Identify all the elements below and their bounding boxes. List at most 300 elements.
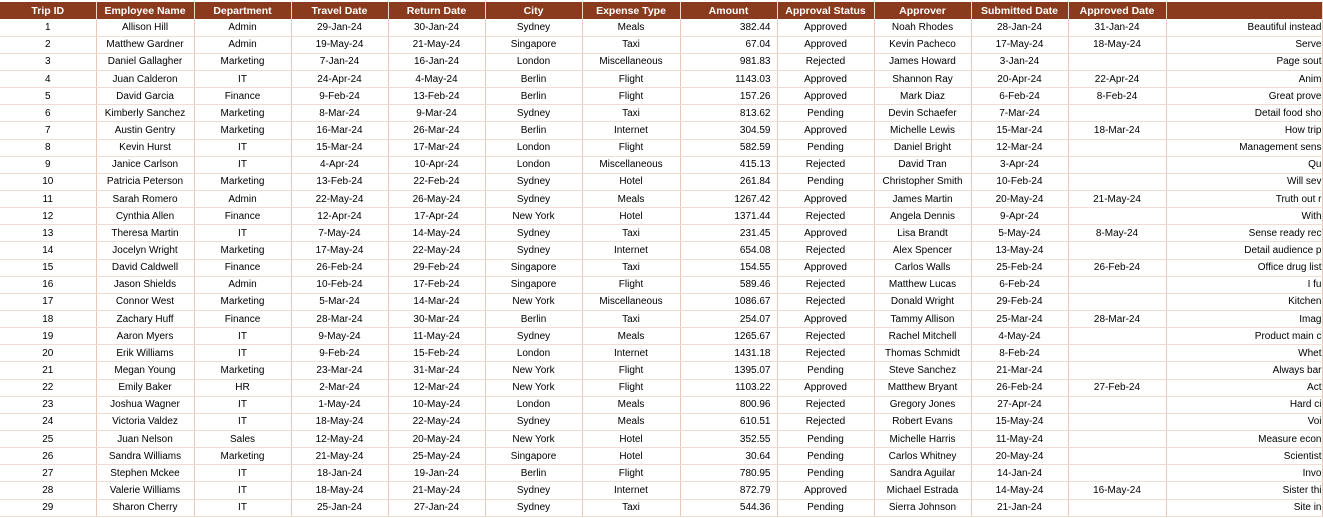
- cell-city[interactable]: New York: [485, 379, 582, 396]
- cell-expense-type[interactable]: Taxi: [582, 225, 680, 242]
- cell-expense-type[interactable]: Internet: [582, 482, 680, 499]
- cell-amount[interactable]: 1086.67: [680, 293, 777, 310]
- cell-city[interactable]: Sydney: [485, 19, 582, 36]
- cell-employee-name[interactable]: Connor West: [96, 293, 194, 310]
- cell-submitted-date[interactable]: 5-May-24: [971, 225, 1068, 242]
- cell-amount[interactable]: 304.59: [680, 122, 777, 139]
- table-row[interactable]: [0, 431, 1322, 448]
- cell-department[interactable]: Marketing: [194, 122, 291, 139]
- cell-approved-date[interactable]: [1068, 413, 1166, 430]
- cell-notes[interactable]: Hard ci: [1166, 396, 1322, 413]
- cell-amount[interactable]: 610.51: [680, 413, 777, 430]
- cell-expense-type[interactable]: Miscellaneous: [582, 53, 680, 70]
- cell-approver[interactable]: Sierra Johnson: [874, 499, 971, 516]
- cell-return-date[interactable]: 12-Mar-24: [388, 379, 485, 396]
- cell-return-date[interactable]: 10-Apr-24: [388, 156, 485, 173]
- cell-travel-date[interactable]: 9-May-24: [291, 328, 388, 345]
- cell-submitted-date[interactable]: 13-May-24: [971, 242, 1068, 259]
- cell-expense-type[interactable]: Internet: [582, 122, 680, 139]
- cell-return-date[interactable]: 16-Jan-24: [388, 53, 485, 70]
- cell-expense-type[interactable]: Meals: [582, 191, 680, 208]
- cell-approver[interactable]: Donald Wright: [874, 293, 971, 310]
- cell-trip-id[interactable]: 8: [0, 139, 96, 156]
- cell-department[interactable]: Marketing: [194, 105, 291, 122]
- cell-department[interactable]: IT: [194, 328, 291, 345]
- cell-approval-status[interactable]: Rejected: [777, 293, 874, 310]
- cell-expense-type[interactable]: Flight: [582, 276, 680, 293]
- cell-submitted-date[interactable]: 14-May-24: [971, 482, 1068, 499]
- cell-submitted-date[interactable]: 20-Apr-24: [971, 71, 1068, 88]
- cell-amount[interactable]: 872.79: [680, 482, 777, 499]
- cell-travel-date[interactable]: 25-Jan-24: [291, 499, 388, 516]
- cell-approved-date[interactable]: 8-Feb-24: [1068, 88, 1166, 105]
- cell-employee-name[interactable]: Stephen Mckee: [96, 465, 194, 482]
- cell-approval-status[interactable]: Rejected: [777, 53, 874, 70]
- cell-return-date[interactable]: 27-Jan-24: [388, 499, 485, 516]
- cell-approver[interactable]: Michael Estrada: [874, 482, 971, 499]
- cell-travel-date[interactable]: 8-Mar-24: [291, 105, 388, 122]
- cell-approved-date[interactable]: 31-Jan-24: [1068, 19, 1166, 36]
- cell-city[interactable]: Sydney: [485, 499, 582, 516]
- cell-city[interactable]: Berlin: [485, 311, 582, 328]
- cell-approved-date[interactable]: [1068, 396, 1166, 413]
- cell-trip-id[interactable]: 20: [0, 345, 96, 362]
- cell-notes[interactable]: Truth out r: [1166, 191, 1322, 208]
- cell-notes[interactable]: Qu: [1166, 156, 1322, 173]
- cell-approver[interactable]: James Howard: [874, 53, 971, 70]
- cell-employee-name[interactable]: Juan Nelson: [96, 431, 194, 448]
- cell-notes[interactable]: I fu: [1166, 276, 1322, 293]
- cell-trip-id[interactable]: 3: [0, 53, 96, 70]
- cell-approval-status[interactable]: Pending: [777, 139, 874, 156]
- cell-approver[interactable]: Carlos Whitney: [874, 448, 971, 465]
- cell-travel-date[interactable]: 17-May-24: [291, 242, 388, 259]
- cell-department[interactable]: Marketing: [194, 173, 291, 190]
- cell-approver[interactable]: Rachel Mitchell: [874, 328, 971, 345]
- cell-employee-name[interactable]: Patricia Peterson: [96, 173, 194, 190]
- cell-trip-id[interactable]: 26: [0, 448, 96, 465]
- cell-approved-date[interactable]: [1068, 156, 1166, 173]
- cell-notes[interactable]: Measure econ: [1166, 431, 1322, 448]
- table-row[interactable]: [0, 379, 1322, 396]
- cell-return-date[interactable]: 22-May-24: [388, 413, 485, 430]
- cell-travel-date[interactable]: 12-May-24: [291, 431, 388, 448]
- cell-amount[interactable]: 1143.03: [680, 71, 777, 88]
- cell-trip-id[interactable]: 1: [0, 19, 96, 36]
- cell-approved-date[interactable]: [1068, 293, 1166, 310]
- cell-approval-status[interactable]: Pending: [777, 465, 874, 482]
- cell-approver[interactable]: Matthew Bryant: [874, 379, 971, 396]
- cell-employee-name[interactable]: Juan Calderon: [96, 71, 194, 88]
- cell-amount[interactable]: 352.55: [680, 431, 777, 448]
- cell-return-date[interactable]: 17-Feb-24: [388, 276, 485, 293]
- table-row[interactable]: [0, 413, 1322, 430]
- cell-employee-name[interactable]: Kevin Hurst: [96, 139, 194, 156]
- cell-expense-type[interactable]: Taxi: [582, 36, 680, 53]
- cell-amount[interactable]: 1395.07: [680, 362, 777, 379]
- cell-approver[interactable]: David Tran: [874, 156, 971, 173]
- header-approval-status[interactable]: Approval Status: [777, 2, 874, 19]
- cell-approved-date[interactable]: 18-Mar-24: [1068, 122, 1166, 139]
- cell-approval-status[interactable]: Approved: [777, 88, 874, 105]
- cell-notes[interactable]: Page sout: [1166, 53, 1322, 70]
- cell-submitted-date[interactable]: 4-May-24: [971, 328, 1068, 345]
- cell-expense-type[interactable]: Flight: [582, 139, 680, 156]
- cell-city[interactable]: London: [485, 156, 582, 173]
- cell-department[interactable]: Marketing: [194, 362, 291, 379]
- cell-city[interactable]: London: [485, 53, 582, 70]
- cell-return-date[interactable]: 13-Feb-24: [388, 88, 485, 105]
- header-amount[interactable]: Amount: [680, 2, 777, 19]
- cell-expense-type[interactable]: Meals: [582, 413, 680, 430]
- cell-employee-name[interactable]: Sandra Williams: [96, 448, 194, 465]
- table-row[interactable]: [0, 396, 1322, 413]
- header-approved-date[interactable]: Approved Date: [1068, 2, 1166, 19]
- cell-submitted-date[interactable]: 10-Feb-24: [971, 173, 1068, 190]
- cell-return-date[interactable]: 11-May-24: [388, 328, 485, 345]
- cell-department[interactable]: IT: [194, 482, 291, 499]
- table-row[interactable]: [0, 259, 1322, 276]
- cell-approval-status[interactable]: Approved: [777, 259, 874, 276]
- table-row[interactable]: [0, 122, 1322, 139]
- cell-approved-date[interactable]: 16-May-24: [1068, 482, 1166, 499]
- header-department[interactable]: Department: [194, 2, 291, 19]
- cell-trip-id[interactable]: 4: [0, 71, 96, 88]
- cell-submitted-date[interactable]: 21-Jan-24: [971, 499, 1068, 516]
- cell-approval-status[interactable]: Rejected: [777, 328, 874, 345]
- cell-approved-date[interactable]: 22-Apr-24: [1068, 71, 1166, 88]
- cell-expense-type[interactable]: Meals: [582, 328, 680, 345]
- cell-department[interactable]: Sales: [194, 431, 291, 448]
- cell-approver[interactable]: Michelle Harris: [874, 431, 971, 448]
- cell-trip-id[interactable]: 17: [0, 293, 96, 310]
- cell-notes[interactable]: Invo: [1166, 465, 1322, 482]
- cell-employee-name[interactable]: Theresa Martin: [96, 225, 194, 242]
- cell-return-date[interactable]: 31-Mar-24: [388, 362, 485, 379]
- cell-travel-date[interactable]: 10-Feb-24: [291, 276, 388, 293]
- cell-employee-name[interactable]: Austin Gentry: [96, 122, 194, 139]
- cell-department[interactable]: Finance: [194, 311, 291, 328]
- cell-approval-status[interactable]: Pending: [777, 431, 874, 448]
- cell-submitted-date[interactable]: 15-May-24: [971, 413, 1068, 430]
- cell-travel-date[interactable]: 23-Mar-24: [291, 362, 388, 379]
- cell-approved-date[interactable]: [1068, 345, 1166, 362]
- cell-city[interactable]: Singapore: [485, 36, 582, 53]
- cell-submitted-date[interactable]: 8-Feb-24: [971, 345, 1068, 362]
- cell-employee-name[interactable]: Kimberly Sanchez: [96, 105, 194, 122]
- cell-trip-id[interactable]: 14: [0, 242, 96, 259]
- cell-travel-date[interactable]: 19-May-24: [291, 36, 388, 53]
- cell-approver[interactable]: Robert Evans: [874, 413, 971, 430]
- cell-amount[interactable]: 261.84: [680, 173, 777, 190]
- table-row[interactable]: [0, 139, 1322, 156]
- cell-notes[interactable]: Serve: [1166, 36, 1322, 53]
- cell-approver[interactable]: Noah Rhodes: [874, 19, 971, 36]
- cell-travel-date[interactable]: 21-May-24: [291, 448, 388, 465]
- cell-approved-date[interactable]: [1068, 465, 1166, 482]
- cell-approval-status[interactable]: Pending: [777, 448, 874, 465]
- cell-submitted-date[interactable]: 20-May-24: [971, 448, 1068, 465]
- cell-approval-status[interactable]: Approved: [777, 379, 874, 396]
- cell-city[interactable]: Sydney: [485, 173, 582, 190]
- cell-employee-name[interactable]: Emily Baker: [96, 379, 194, 396]
- cell-notes[interactable]: Site in: [1166, 499, 1322, 516]
- cell-approval-status[interactable]: Approved: [777, 19, 874, 36]
- cell-approver[interactable]: Sandra Aguilar: [874, 465, 971, 482]
- cell-amount[interactable]: 157.26: [680, 88, 777, 105]
- cell-approval-status[interactable]: Pending: [777, 362, 874, 379]
- cell-approval-status[interactable]: Pending: [777, 105, 874, 122]
- cell-notes[interactable]: How trip: [1166, 122, 1322, 139]
- cell-approver[interactable]: Carlos Walls: [874, 259, 971, 276]
- cell-trip-id[interactable]: 9: [0, 156, 96, 173]
- cell-submitted-date[interactable]: 28-Jan-24: [971, 19, 1068, 36]
- cell-travel-date[interactable]: 16-Mar-24: [291, 122, 388, 139]
- table-row[interactable]: [0, 19, 1322, 36]
- cell-travel-date[interactable]: 18-Jan-24: [291, 465, 388, 482]
- cell-travel-date[interactable]: 15-Mar-24: [291, 139, 388, 156]
- cell-notes[interactable]: Always bar: [1166, 362, 1322, 379]
- cell-trip-id[interactable]: 23: [0, 396, 96, 413]
- cell-approval-status[interactable]: Approved: [777, 225, 874, 242]
- cell-expense-type[interactable]: Hotel: [582, 173, 680, 190]
- cell-travel-date[interactable]: 12-Apr-24: [291, 208, 388, 225]
- cell-department[interactable]: Finance: [194, 208, 291, 225]
- cell-approved-date[interactable]: [1068, 499, 1166, 516]
- cell-city[interactable]: London: [485, 396, 582, 413]
- cell-employee-name[interactable]: Zachary Huff: [96, 311, 194, 328]
- cell-city[interactable]: Sydney: [485, 242, 582, 259]
- cell-expense-type[interactable]: Taxi: [582, 259, 680, 276]
- cell-return-date[interactable]: 17-Mar-24: [388, 139, 485, 156]
- cell-travel-date[interactable]: 28-Mar-24: [291, 311, 388, 328]
- header-employee-name[interactable]: Employee Name: [96, 2, 194, 19]
- cell-expense-type[interactable]: Flight: [582, 71, 680, 88]
- cell-trip-id[interactable]: 13: [0, 225, 96, 242]
- cell-trip-id[interactable]: 24: [0, 413, 96, 430]
- cell-amount[interactable]: 1265.67: [680, 328, 777, 345]
- cell-return-date[interactable]: 14-May-24: [388, 225, 485, 242]
- cell-approved-date[interactable]: [1068, 208, 1166, 225]
- cell-notes[interactable]: Sense ready rec: [1166, 225, 1322, 242]
- cell-amount[interactable]: 1371.44: [680, 208, 777, 225]
- cell-employee-name[interactable]: Aaron Myers: [96, 328, 194, 345]
- cell-department[interactable]: IT: [194, 71, 291, 88]
- cell-notes[interactable]: With: [1166, 208, 1322, 225]
- cell-approver[interactable]: Alex Spencer: [874, 242, 971, 259]
- cell-department[interactable]: Admin: [194, 36, 291, 53]
- header-trip-id[interactable]: Trip ID: [0, 2, 96, 19]
- cell-amount[interactable]: 67.04: [680, 36, 777, 53]
- cell-city[interactable]: Berlin: [485, 122, 582, 139]
- cell-trip-id[interactable]: 12: [0, 208, 96, 225]
- cell-return-date[interactable]: 19-Jan-24: [388, 465, 485, 482]
- cell-city[interactable]: New York: [485, 431, 582, 448]
- cell-approver[interactable]: Christopher Smith: [874, 173, 971, 190]
- cell-return-date[interactable]: 29-Feb-24: [388, 259, 485, 276]
- cell-return-date[interactable]: 21-May-24: [388, 36, 485, 53]
- cell-expense-type[interactable]: Internet: [582, 242, 680, 259]
- cell-amount[interactable]: 981.83: [680, 53, 777, 70]
- table-row[interactable]: [0, 173, 1322, 190]
- cell-expense-type[interactable]: Meals: [582, 396, 680, 413]
- cell-city[interactable]: New York: [485, 293, 582, 310]
- cell-approved-date[interactable]: 26-Feb-24: [1068, 259, 1166, 276]
- cell-trip-id[interactable]: 28: [0, 482, 96, 499]
- table-row[interactable]: [0, 311, 1322, 328]
- cell-return-date[interactable]: 17-Apr-24: [388, 208, 485, 225]
- cell-amount[interactable]: 30.64: [680, 448, 777, 465]
- cell-department[interactable]: Marketing: [194, 293, 291, 310]
- cell-employee-name[interactable]: Jason Shields: [96, 276, 194, 293]
- cell-approval-status[interactable]: Approved: [777, 122, 874, 139]
- cell-department[interactable]: Finance: [194, 88, 291, 105]
- cell-approval-status[interactable]: Rejected: [777, 276, 874, 293]
- cell-travel-date[interactable]: 7-May-24: [291, 225, 388, 242]
- header-notes[interactable]: [1166, 2, 1322, 19]
- cell-approval-status[interactable]: Rejected: [777, 345, 874, 362]
- cell-expense-type[interactable]: Taxi: [582, 499, 680, 516]
- cell-submitted-date[interactable]: 7-Mar-24: [971, 105, 1068, 122]
- table-row[interactable]: [0, 191, 1322, 208]
- cell-department[interactable]: IT: [194, 225, 291, 242]
- table-row[interactable]: [0, 499, 1322, 516]
- cell-approval-status[interactable]: Approved: [777, 311, 874, 328]
- cell-employee-name[interactable]: Allison Hill: [96, 19, 194, 36]
- cell-approver[interactable]: Gregory Jones: [874, 396, 971, 413]
- cell-department[interactable]: IT: [194, 345, 291, 362]
- cell-expense-type[interactable]: Taxi: [582, 105, 680, 122]
- cell-notes[interactable]: Sister thi: [1166, 482, 1322, 499]
- cell-trip-id[interactable]: 2: [0, 36, 96, 53]
- cell-approved-date[interactable]: [1068, 242, 1166, 259]
- cell-approver[interactable]: Tammy Allison: [874, 311, 971, 328]
- cell-city[interactable]: Singapore: [485, 448, 582, 465]
- cell-expense-type[interactable]: Hotel: [582, 448, 680, 465]
- cell-return-date[interactable]: 30-Jan-24: [388, 19, 485, 36]
- cell-submitted-date[interactable]: 25-Mar-24: [971, 311, 1068, 328]
- table-row[interactable]: [0, 88, 1322, 105]
- cell-expense-type[interactable]: Flight: [582, 88, 680, 105]
- cell-amount[interactable]: 800.96: [680, 396, 777, 413]
- table-row[interactable]: [0, 156, 1322, 173]
- cell-approved-date[interactable]: [1068, 431, 1166, 448]
- table-row[interactable]: [0, 448, 1322, 465]
- cell-amount[interactable]: 813.62: [680, 105, 777, 122]
- cell-department[interactable]: IT: [194, 139, 291, 156]
- cell-approval-status[interactable]: Approved: [777, 36, 874, 53]
- cell-return-date[interactable]: 10-May-24: [388, 396, 485, 413]
- cell-return-date[interactable]: 9-Mar-24: [388, 105, 485, 122]
- cell-city[interactable]: Sydney: [485, 482, 582, 499]
- cell-submitted-date[interactable]: 11-May-24: [971, 431, 1068, 448]
- cell-trip-id[interactable]: 16: [0, 276, 96, 293]
- cell-department[interactable]: HR: [194, 379, 291, 396]
- table-row[interactable]: [0, 465, 1322, 482]
- cell-amount[interactable]: 231.45: [680, 225, 777, 242]
- cell-employee-name[interactable]: Sharon Cherry: [96, 499, 194, 516]
- cell-travel-date[interactable]: 18-May-24: [291, 413, 388, 430]
- cell-approval-status[interactable]: Approved: [777, 482, 874, 499]
- table-row[interactable]: [0, 293, 1322, 310]
- cell-travel-date[interactable]: 26-Feb-24: [291, 259, 388, 276]
- cell-amount[interactable]: 415.13: [680, 156, 777, 173]
- cell-city[interactable]: New York: [485, 362, 582, 379]
- table-row[interactable]: [0, 53, 1322, 70]
- cell-submitted-date[interactable]: 3-Jan-24: [971, 53, 1068, 70]
- table-row[interactable]: [0, 482, 1322, 499]
- cell-submitted-date[interactable]: 6-Feb-24: [971, 276, 1068, 293]
- cell-employee-name[interactable]: Sarah Romero: [96, 191, 194, 208]
- cell-department[interactable]: IT: [194, 413, 291, 430]
- cell-employee-name[interactable]: Matthew Gardner: [96, 36, 194, 53]
- cell-travel-date[interactable]: 18-May-24: [291, 482, 388, 499]
- table-row[interactable]: [0, 208, 1322, 225]
- cell-employee-name[interactable]: Victoria Valdez: [96, 413, 194, 430]
- cell-travel-date[interactable]: 29-Jan-24: [291, 19, 388, 36]
- cell-approved-date[interactable]: [1068, 173, 1166, 190]
- cell-expense-type[interactable]: Hotel: [582, 208, 680, 225]
- cell-notes[interactable]: Act: [1166, 379, 1322, 396]
- cell-employee-name[interactable]: Jocelyn Wright: [96, 242, 194, 259]
- cell-trip-id[interactable]: 22: [0, 379, 96, 396]
- cell-department[interactable]: IT: [194, 499, 291, 516]
- cell-approver[interactable]: Mark Diaz: [874, 88, 971, 105]
- cell-approver[interactable]: Matthew Lucas: [874, 276, 971, 293]
- table-row[interactable]: [0, 345, 1322, 362]
- cell-approver[interactable]: Shannon Ray: [874, 71, 971, 88]
- cell-trip-id[interactable]: 11: [0, 191, 96, 208]
- cell-amount[interactable]: 154.55: [680, 259, 777, 276]
- cell-expense-type[interactable]: Hotel: [582, 431, 680, 448]
- header-return-date[interactable]: Return Date: [388, 2, 485, 19]
- cell-approved-date[interactable]: 28-Mar-24: [1068, 311, 1166, 328]
- cell-notes[interactable]: Kitchen: [1166, 293, 1322, 310]
- cell-amount[interactable]: 544.36: [680, 499, 777, 516]
- cell-amount[interactable]: 382.44: [680, 19, 777, 36]
- cell-trip-id[interactable]: 27: [0, 465, 96, 482]
- cell-city[interactable]: Berlin: [485, 71, 582, 88]
- cell-return-date[interactable]: 22-May-24: [388, 242, 485, 259]
- cell-city[interactable]: Singapore: [485, 276, 582, 293]
- cell-approved-date[interactable]: [1068, 328, 1166, 345]
- cell-return-date[interactable]: 20-May-24: [388, 431, 485, 448]
- cell-notes[interactable]: Whet: [1166, 345, 1322, 362]
- cell-travel-date[interactable]: 9-Feb-24: [291, 345, 388, 362]
- table-row[interactable]: [0, 225, 1322, 242]
- header-expense-type[interactable]: Expense Type: [582, 2, 680, 19]
- cell-trip-id[interactable]: 25: [0, 431, 96, 448]
- cell-approver[interactable]: Devin Schaefer: [874, 105, 971, 122]
- table-row[interactable]: [0, 105, 1322, 122]
- table-row[interactable]: [0, 362, 1322, 379]
- cell-return-date[interactable]: 4-May-24: [388, 71, 485, 88]
- cell-approved-date[interactable]: [1068, 276, 1166, 293]
- cell-department[interactable]: Marketing: [194, 242, 291, 259]
- cell-submitted-date[interactable]: 25-Feb-24: [971, 259, 1068, 276]
- cell-amount[interactable]: 1431.18: [680, 345, 777, 362]
- cell-approver[interactable]: Lisa Brandt: [874, 225, 971, 242]
- cell-approval-status[interactable]: Rejected: [777, 242, 874, 259]
- cell-submitted-date[interactable]: 14-Jan-24: [971, 465, 1068, 482]
- cell-approver[interactable]: James Martin: [874, 191, 971, 208]
- table-row[interactable]: [0, 71, 1322, 88]
- cell-city[interactable]: Sydney: [485, 413, 582, 430]
- cell-approved-date[interactable]: 18-May-24: [1068, 36, 1166, 53]
- cell-approval-status[interactable]: Rejected: [777, 413, 874, 430]
- cell-trip-id[interactable]: 15: [0, 259, 96, 276]
- cell-amount[interactable]: 1267.42: [680, 191, 777, 208]
